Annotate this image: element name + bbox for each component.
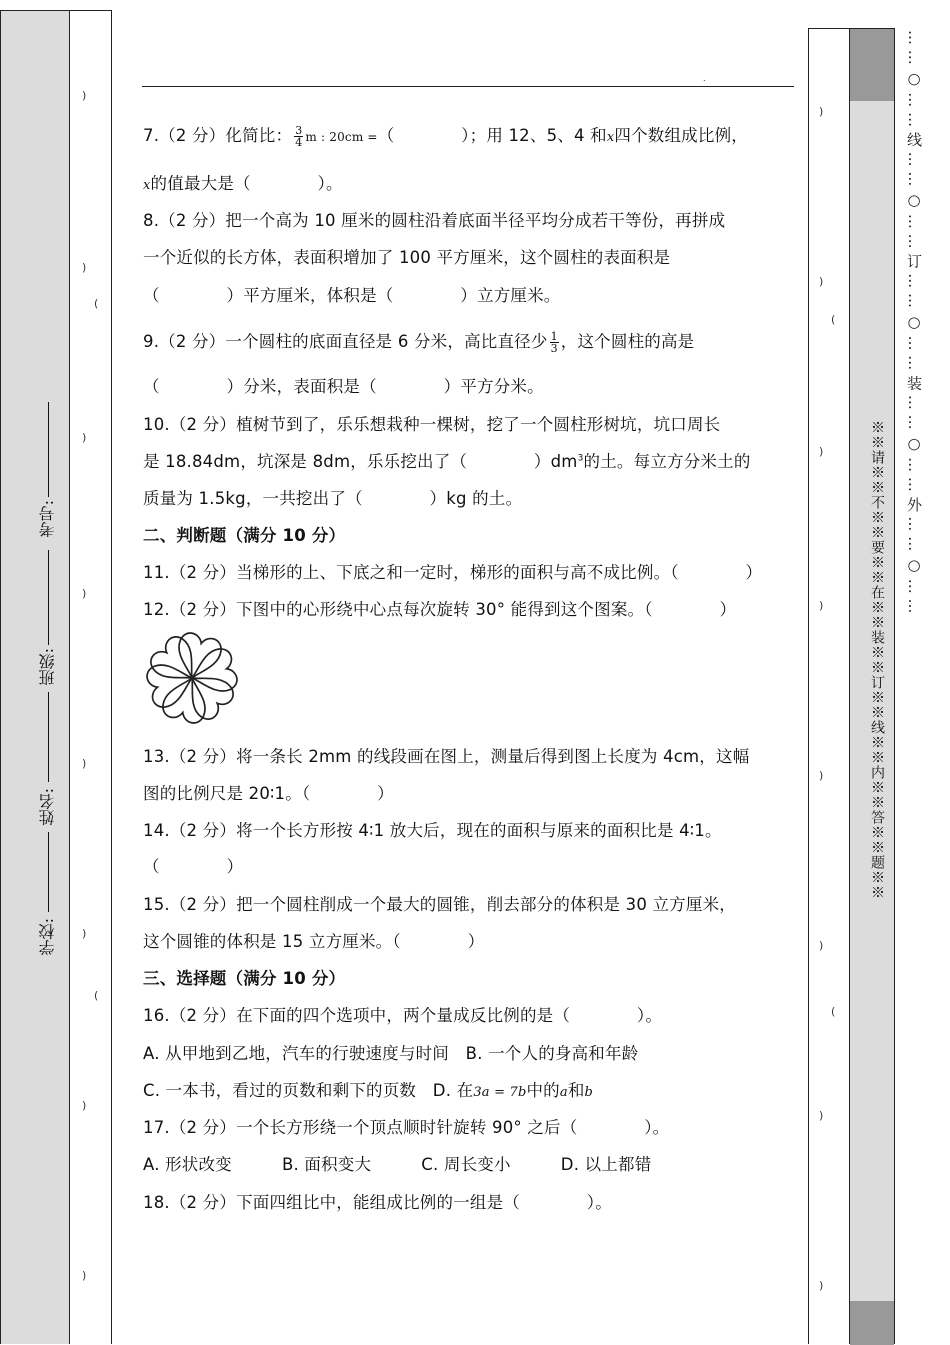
exam-no-label: 考号: [38,500,57,538]
section-3-heading: 三、选择题（满分 10 分） [143,969,346,988]
outer-binding-line: … … ○ … … 线 … … ○ … … 订 … … ○ … … 装 … … ○ … … 外 … … ○ … … [905,30,923,614]
fraction-denominator: 4 [295,136,303,149]
heart-petal [172,631,224,684]
margin-mark: ) [82,927,87,940]
question-18[interactable]: 18.（2 分）下面四组比中，能组成比例的一组是（ ）。 [143,1193,612,1212]
exam-no-blank[interactable] [48,402,49,497]
question-7 [143,122,748,148]
school-blank[interactable] [48,832,49,912]
q7-fraction [294,125,303,148]
fraction-numerator: 3 [295,124,303,137]
q10-text-2: 的土。每立方分米土的 [583,452,751,471]
margin-mark: ( [831,313,836,326]
header-rule [142,86,794,87]
q9-fraction [550,331,559,354]
q9-text: 9.（2 分）一个圆柱的底面直径是 6 分米，高比直径少 [143,332,548,351]
gray-block-top [850,29,894,101]
name-label: 姓名: [38,788,57,826]
margin-mark: ) [819,1109,824,1122]
right-binding-white [808,28,850,1344]
margin-mark: ( [94,297,99,310]
margin-mark: ) [82,587,87,600]
margin-mark: ) [819,105,824,118]
margin-mark: ( [94,989,99,1002]
q7-text: 7.（2 分）化简比： [143,126,293,145]
math-x: x [606,130,615,145]
margin-mark: ) [819,599,824,612]
q9-text-2: ，这个圆柱的高是 [560,332,695,351]
left-binding-gray [0,10,70,1344]
no-answer-warning: ※※请※※不※※要※※在※※装※※订※※线※※内※※答※※题※※ [869,420,885,900]
question-16-options-cd[interactable] [143,1077,593,1101]
margin-mark: ( [831,1005,836,1018]
question-8-line3[interactable]: （ ）平方厘米，体积是（ ）立方厘米。 [143,286,561,305]
math-a: a [559,1085,568,1100]
left-binding-white [70,10,112,1344]
question-8-line2: 一个近似的长方体，表面积增加了 100 平方厘米，这个圆柱的表面积是 [143,248,671,267]
heart-petal [177,663,238,724]
question-16[interactable]: 16.（2 分）在下面的四个选项中，两个量成反比例的是（ ）。 [143,1006,663,1025]
q7-blank-text[interactable]: （ ）；用 12、5、4 和 [377,126,607,145]
question-15-line1: 15.（2 分）把一个圆柱削成一个最大的圆锥，削去部分的体积是 30 立方厘米， [143,895,736,914]
question-13-line2[interactable]: 图的比例尺是 20∶1。（ ） [143,784,394,803]
question-11[interactable]: 11.（2 分）当梯形的上、下底之和一定时，梯形的面积与高不成比例。（ ） [143,563,763,582]
question-10-line3[interactable]: 质量为 1.5kg，一共挖出了（ ）kg 的土。 [143,489,523,508]
fraction-numerator: 1 [550,330,558,343]
q7-answer-blank[interactable]: 的值最大是（ ）。 [150,174,343,193]
question-13-line1: 13.（2 分）将一条长 2mm 的线段画在图上，测量后得到图上长度为 4cm，这幅 [143,747,750,766]
question-9 [143,328,694,354]
class-blank[interactable] [48,550,49,645]
heart-flower-figure [140,628,244,728]
question-14-line1: 14.（2 分）将一个长方形按 4∶1 放大后，现在的面积与原来的面积比是 4∶1。 [143,821,722,840]
question-17[interactable]: 17.（2 分）一个长方形绕一个顶点顺时针旋转 90° 之后（ ）。 [143,1118,670,1137]
heart-petal [146,632,207,693]
margin-mark: ) [819,769,824,782]
margin-mark: ) [819,939,824,952]
header-dot: . [703,74,706,83]
question-9-line2[interactable]: （ ）分米，表面积是（ ）平方分米。 [143,377,544,396]
question-17-options[interactable]: A. 形状改变 B. 面积变大 C. 周长变小 D. 以上都错 [143,1155,652,1174]
heart-petal [145,658,198,710]
gray-block-bottom [850,1301,894,1345]
question-8-line1: 8.（2 分）把一个高为 10 厘米的圆柱沿着底面半径平均分成若干等份，再拼成 [143,211,726,230]
heart-petal [187,646,240,698]
margin-mark: ) [819,1279,824,1292]
math-x: x [143,178,151,193]
question-12[interactable]: 12.（2 分）下图中的心形绕中心点每次旋转 30° 能得到这个图案。（ ） [143,600,737,619]
margin-mark: ) [82,431,87,444]
question-7-line2 [143,170,343,194]
question-16-options-ab[interactable]: A. 从甲地到乙地，汽车的行驶速度与时间 B. 一个人的身高和年龄 [143,1044,639,1063]
q7-expression: m : 20cm = [305,130,378,144]
question-15-line2[interactable]: 这个圆锥的体积是 15 立方厘米。（ ） [143,932,485,951]
question-10-line1: 10.（2 分）植树节到了，乐乐想栽种一棵树，挖了一个圆柱形树坑，坑口周长 [143,415,721,434]
heart-petal [160,673,212,726]
fraction-denominator: 3 [550,342,558,355]
q7-text-2: 四个数组成比例， [614,126,748,145]
q16-and: 和 [567,1081,585,1100]
q10-text: 是 18.84dm，坑深是 8dm，乐乐挖出了（ ）dm [143,452,578,471]
name-blank[interactable] [48,692,49,782]
margin-mark: ) [82,1269,87,1282]
school-label: 学校: [38,918,57,956]
margin-mark: ) [819,275,824,288]
margin-mark: ) [82,757,87,770]
question-10-line2[interactable] [143,448,751,472]
margin-mark: ) [819,445,824,458]
class-label: 班级: [38,648,57,686]
q16-text: 中的 [526,1081,560,1100]
q16-option-c: C. 一本书，看过的页数和剩下的页数 D. 在 [143,1081,474,1100]
section-2-heading: 二、判断题（满分 10 分） [143,526,346,545]
math-b: b [584,1085,594,1100]
margin-mark: ) [82,1099,87,1112]
margin-mark: ) [82,89,87,102]
cube-superscript: 3 [577,453,584,464]
question-14-line2[interactable]: （ ） [143,857,244,876]
q16-equation: 3a = 7b [473,1085,527,1100]
margin-mark: ) [82,261,87,274]
